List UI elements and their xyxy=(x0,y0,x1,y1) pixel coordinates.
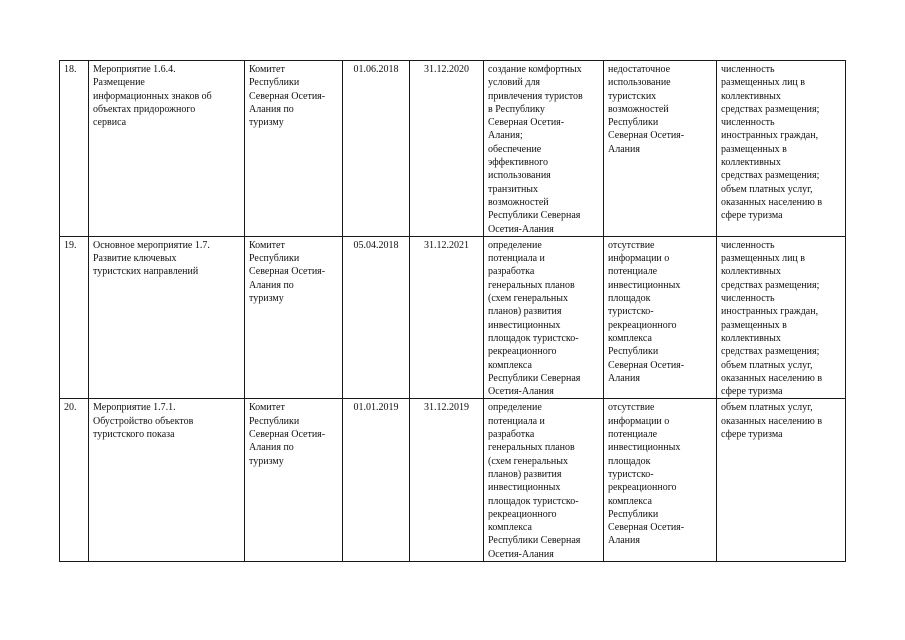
table-row xyxy=(60,61,846,237)
row-number: 18. xyxy=(60,61,89,237)
executor: Комитет Республики Северная Осетия- Алания по туризму xyxy=(245,61,343,237)
event-name: Мероприятие 1.6.4. Размещение информационных знаков об объектах придорожного сервиса xyxy=(89,61,245,237)
event-name: Основное мероприятие 1.7. Развитие ключевых туристских направлений xyxy=(89,236,245,399)
expected-result: определение потенциала и разработка генеральных планов (схем генеральных планов) развития инвестиционных площадок туристско- рекреационного комплекса Республики Северная Осетия-Алания xyxy=(484,236,604,399)
end-date: 31.12.2019 xyxy=(410,399,484,562)
expected-result: определение потенциала и разработка генеральных планов (схем генеральных планов) развития инвестиционных площадок туристско- рекреационного комплекса Республики Северная Осетия-Алания xyxy=(484,399,604,562)
program-events-table xyxy=(59,60,846,562)
table-row xyxy=(60,399,846,562)
start-date: 05.04.2018 xyxy=(343,236,410,399)
target-indicators: объем платных услуг, оказанных населению в сфере туризма xyxy=(717,399,846,562)
start-date: 01.06.2018 xyxy=(343,61,410,237)
non-implementation-consequence: отсутствие информации о потенциале инвестиционных площадок туристско- рекреационного комплекса Республики Северная Осетия- Алания xyxy=(604,399,717,562)
end-date: 31.12.2020 xyxy=(410,61,484,237)
start-date: 01.01.2019 xyxy=(343,399,410,562)
end-date: 31.12.2021 xyxy=(410,236,484,399)
event-name: Мероприятие 1.7.1. Обустройство объектов туристского показа xyxy=(89,399,245,562)
row-number: 19. xyxy=(60,236,89,399)
non-implementation-consequence: отсутствие информации о потенциале инвестиционных площадок туристско- рекреационного комплекса Республики Северная Осетия- Алания xyxy=(604,236,717,399)
executor: Комитет Республики Северная Осетия- Алания по туризму xyxy=(245,399,343,562)
executor: Комитет Республики Северная Осетия- Алания по туризму xyxy=(245,236,343,399)
row-number: 20. xyxy=(60,399,89,562)
target-indicators: численность размещенных лиц в коллективных средствах размещения; численность иностранных граждан, размещенных в коллективных средствах размещения; объем платных услуг, оказанных населению в сфере туризма xyxy=(717,61,846,237)
expected-result: создание комфортных условий для привлечения туристов в Республику Северная Осетия- Алания; обеспечение эффективного использования транзитных возможностей Республики Северная Осетия-Алания xyxy=(484,61,604,237)
table-row xyxy=(60,236,846,399)
non-implementation-consequence: недостаточное использование туристских возможностей Республики Северная Осетия- Алания xyxy=(604,61,717,237)
target-indicators: численность размещенных лиц в коллективных средствах размещения; численность иностранных граждан, размещенных в коллективных средствах размещения; объем платных услуг, оказанных населению в сфере туризма xyxy=(717,236,846,399)
